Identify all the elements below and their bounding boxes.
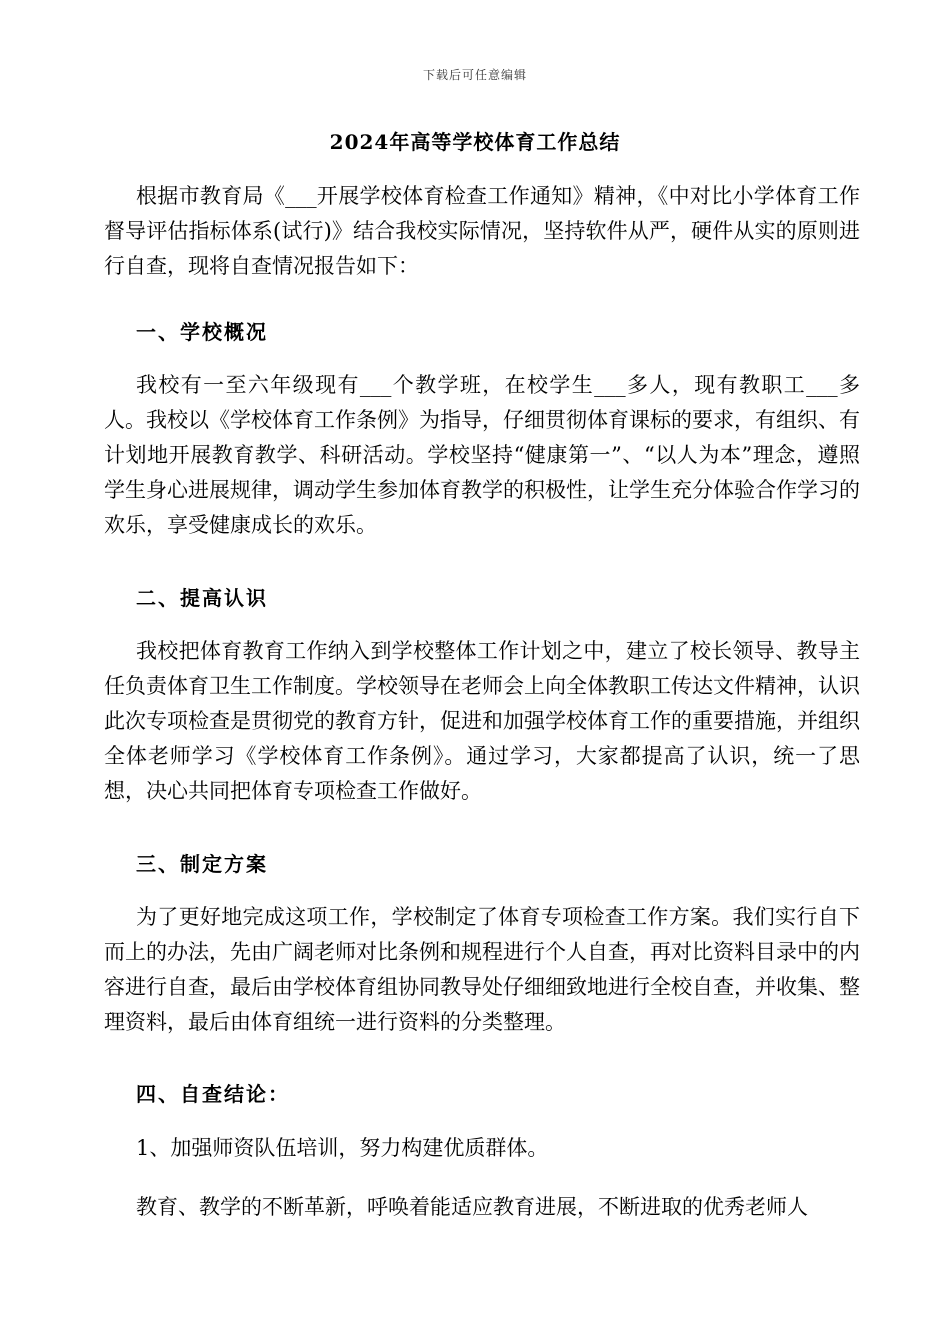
section-4-heading: 四、自查结论： bbox=[136, 1082, 290, 1106]
section-2-body: 我校把体育教育工作纳入到学校整体工作计划之中，建立了校长领导、教导主任负责体育卫生工作制度。学校领导在老师会上向全体教职工传达文件精神，认识此次专项检查是贯彻党的教育方针，促进和加强学校体育工作的重要措施，并组织全体老师学习《学校体育工作条例》。通过学习，大家都提高了认识，统一了思想，决心共同把体育专项检查工作做好。 bbox=[104, 639, 860, 803]
section-3-heading: 三、制定方案 bbox=[136, 852, 268, 876]
header-note: 下载后可任意编辑 bbox=[422, 68, 527, 82]
section-1-body: 我校有一至六年级现有___个教学班，在校学生___多人，现有教职工___多人。我校以《学校体育工作条例》为指导，仔细贯彻体育课标的要求，有组织、有计划地开展教育教学、科研活动。学校坚持“健康第一”、“以人为本”理念，遵照学生身心进展规律，调动学生参加体育教学的积极性，让学生充分体验合作学习的欢乐，享受健康成长的欢乐。 bbox=[104, 373, 860, 537]
intro-paragraph: 根据市教育局《___开展学校体育检查工作通知》精神，《中对比小学体育工作督导评估指标体系(试行)》结合我校实际情况，坚持软件从严，硬件从实的原则进行自查，现将自查情况报告如下： bbox=[104, 184, 860, 278]
section-1-heading: 一、学校概况 bbox=[136, 320, 268, 344]
section-3-body: 为了更好地完成这项工作，学校制定了体育专项检查工作方案。我们实行自下而上的办法，先由广阔老师对比条例和规程进行个人自查，再对比资料目录中的内容进行自查，最后由学校体育组协同教导处仔细细致地进行全校自查，并收集、整理资料，最后由体育组统一进行资料的分类整理。 bbox=[104, 905, 860, 1034]
document-title: 2024年高等学校体育工作总结 bbox=[329, 130, 621, 154]
section-4-body-start: 教育、教学的不断革新，呼唤着能适应教育进展，不断进取的优秀老师人 bbox=[136, 1195, 808, 1219]
section-4-item-1: 1、加强师资队伍培训，努力构建优质群体。 bbox=[136, 1136, 549, 1160]
section-2-heading: 二、提高认识 bbox=[136, 586, 268, 610]
